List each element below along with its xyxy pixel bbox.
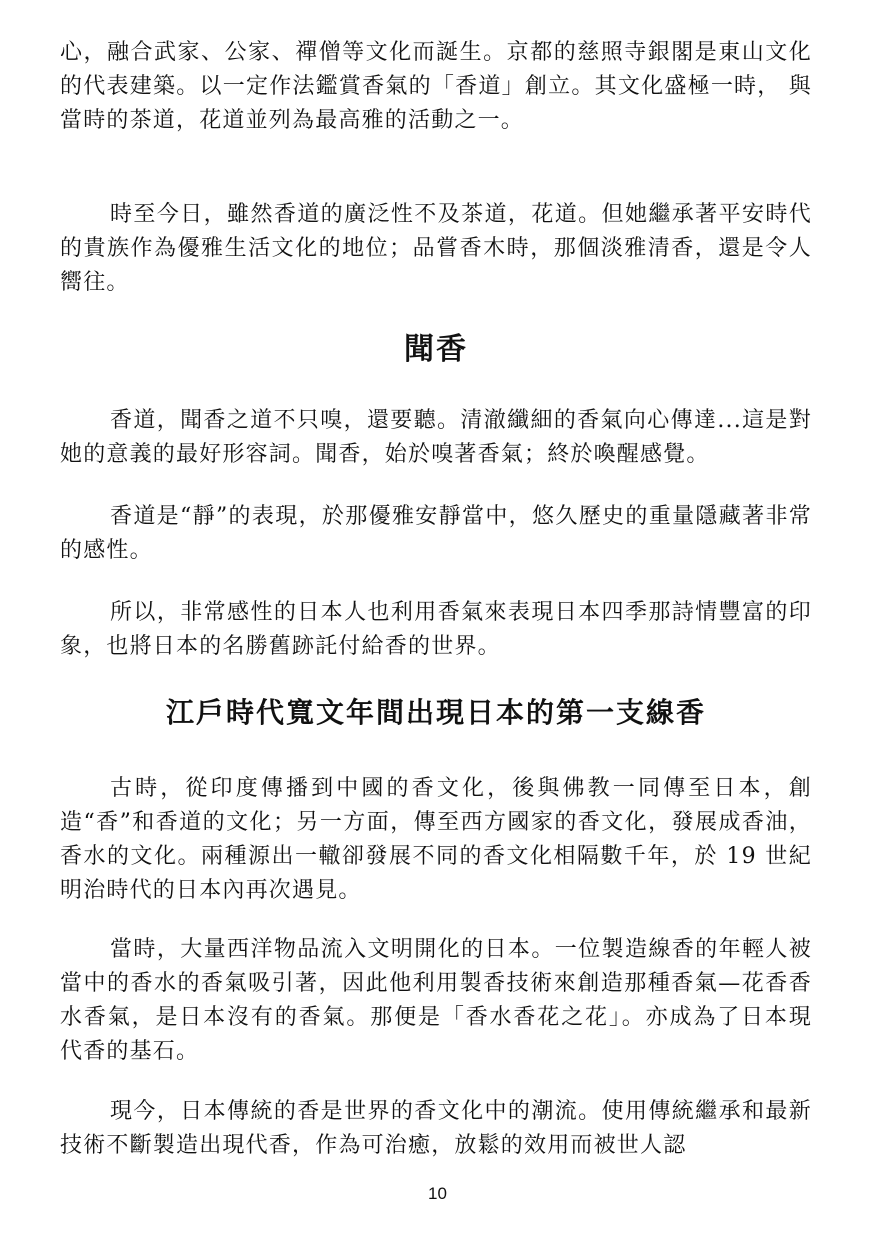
paragraph-modern-incense: 現今，日本傳統的香是世界的香文化中的潮流。使用傳統繼承和最新技術不斷製造出現代香，作為可治癒，放鬆的效用而被世人認 bbox=[60, 1099, 812, 1158]
paragraph-incense-history: 古時，從印度傳播到中國的香文化，後與佛教一同傳至日本，創造“香”和香道的文化；另一方面，傳至西方國家的香文化，發展成香油，香水的文化。兩種源出一轍卻發展不同的香文化相隔數千年，於 19 世紀明治時代的日本內再次遇見。 bbox=[60, 776, 812, 903]
paragraph-stillness: 香道是“靜”的表現，於那優雅安靜當中，悠久歷史的重量隱藏著非常的感性。 bbox=[60, 504, 812, 563]
section-heading-monko: 聞香 bbox=[404, 332, 468, 367]
paragraph-kodo-today: 時至今日，雖然香道的廣泛性不及茶道，花道。但她繼承著平安時代的貴族作為優雅生活文化的地位；品嘗香木時，那個淡雅清香，還是令人嚮往。 bbox=[60, 202, 812, 295]
paragraph-listening-incense: 香道，聞香之道不只嗅，還要聽。清澈纖細的香氣向心傳達...這是對她的意義的最好形容詞。聞香，始於嗅著香氣；終於喚醒感覺。 bbox=[60, 408, 812, 467]
paragraph-intro-continued: 心，融合武家、公家、禪僧等文化而誕生。京都的慈照寺銀閣是東山文化的代表建築。以一定作法鑑賞香氣的「香道」創立。其文化盛極一時， 與當時的茶道，花道並列為最高雅的活動之一。 bbox=[60, 40, 812, 133]
page-number: 10 bbox=[428, 1184, 447, 1203]
paragraph-four-seasons: 所以，非常感性的日本人也利用香氣來表現日本四季那詩情豐富的印象，也將日本的名勝舊跡託付給香的世界。 bbox=[60, 600, 812, 659]
section-heading-edo-incense: 江戶時代寬文年間出現日本的第一支線香 bbox=[165, 696, 706, 729]
paragraph-meiji-perfume: 當時，大量西洋物品流入文明開化的日本。一位製造線香的年輕人被當中的香水的香氣吸引著，因此他利用製香技術來創造那種香氣—花香香水香氣，是日本沒有的香氣。那便是「香水香花之花」。亦成為了日本現代香的基石。 bbox=[60, 937, 812, 1064]
